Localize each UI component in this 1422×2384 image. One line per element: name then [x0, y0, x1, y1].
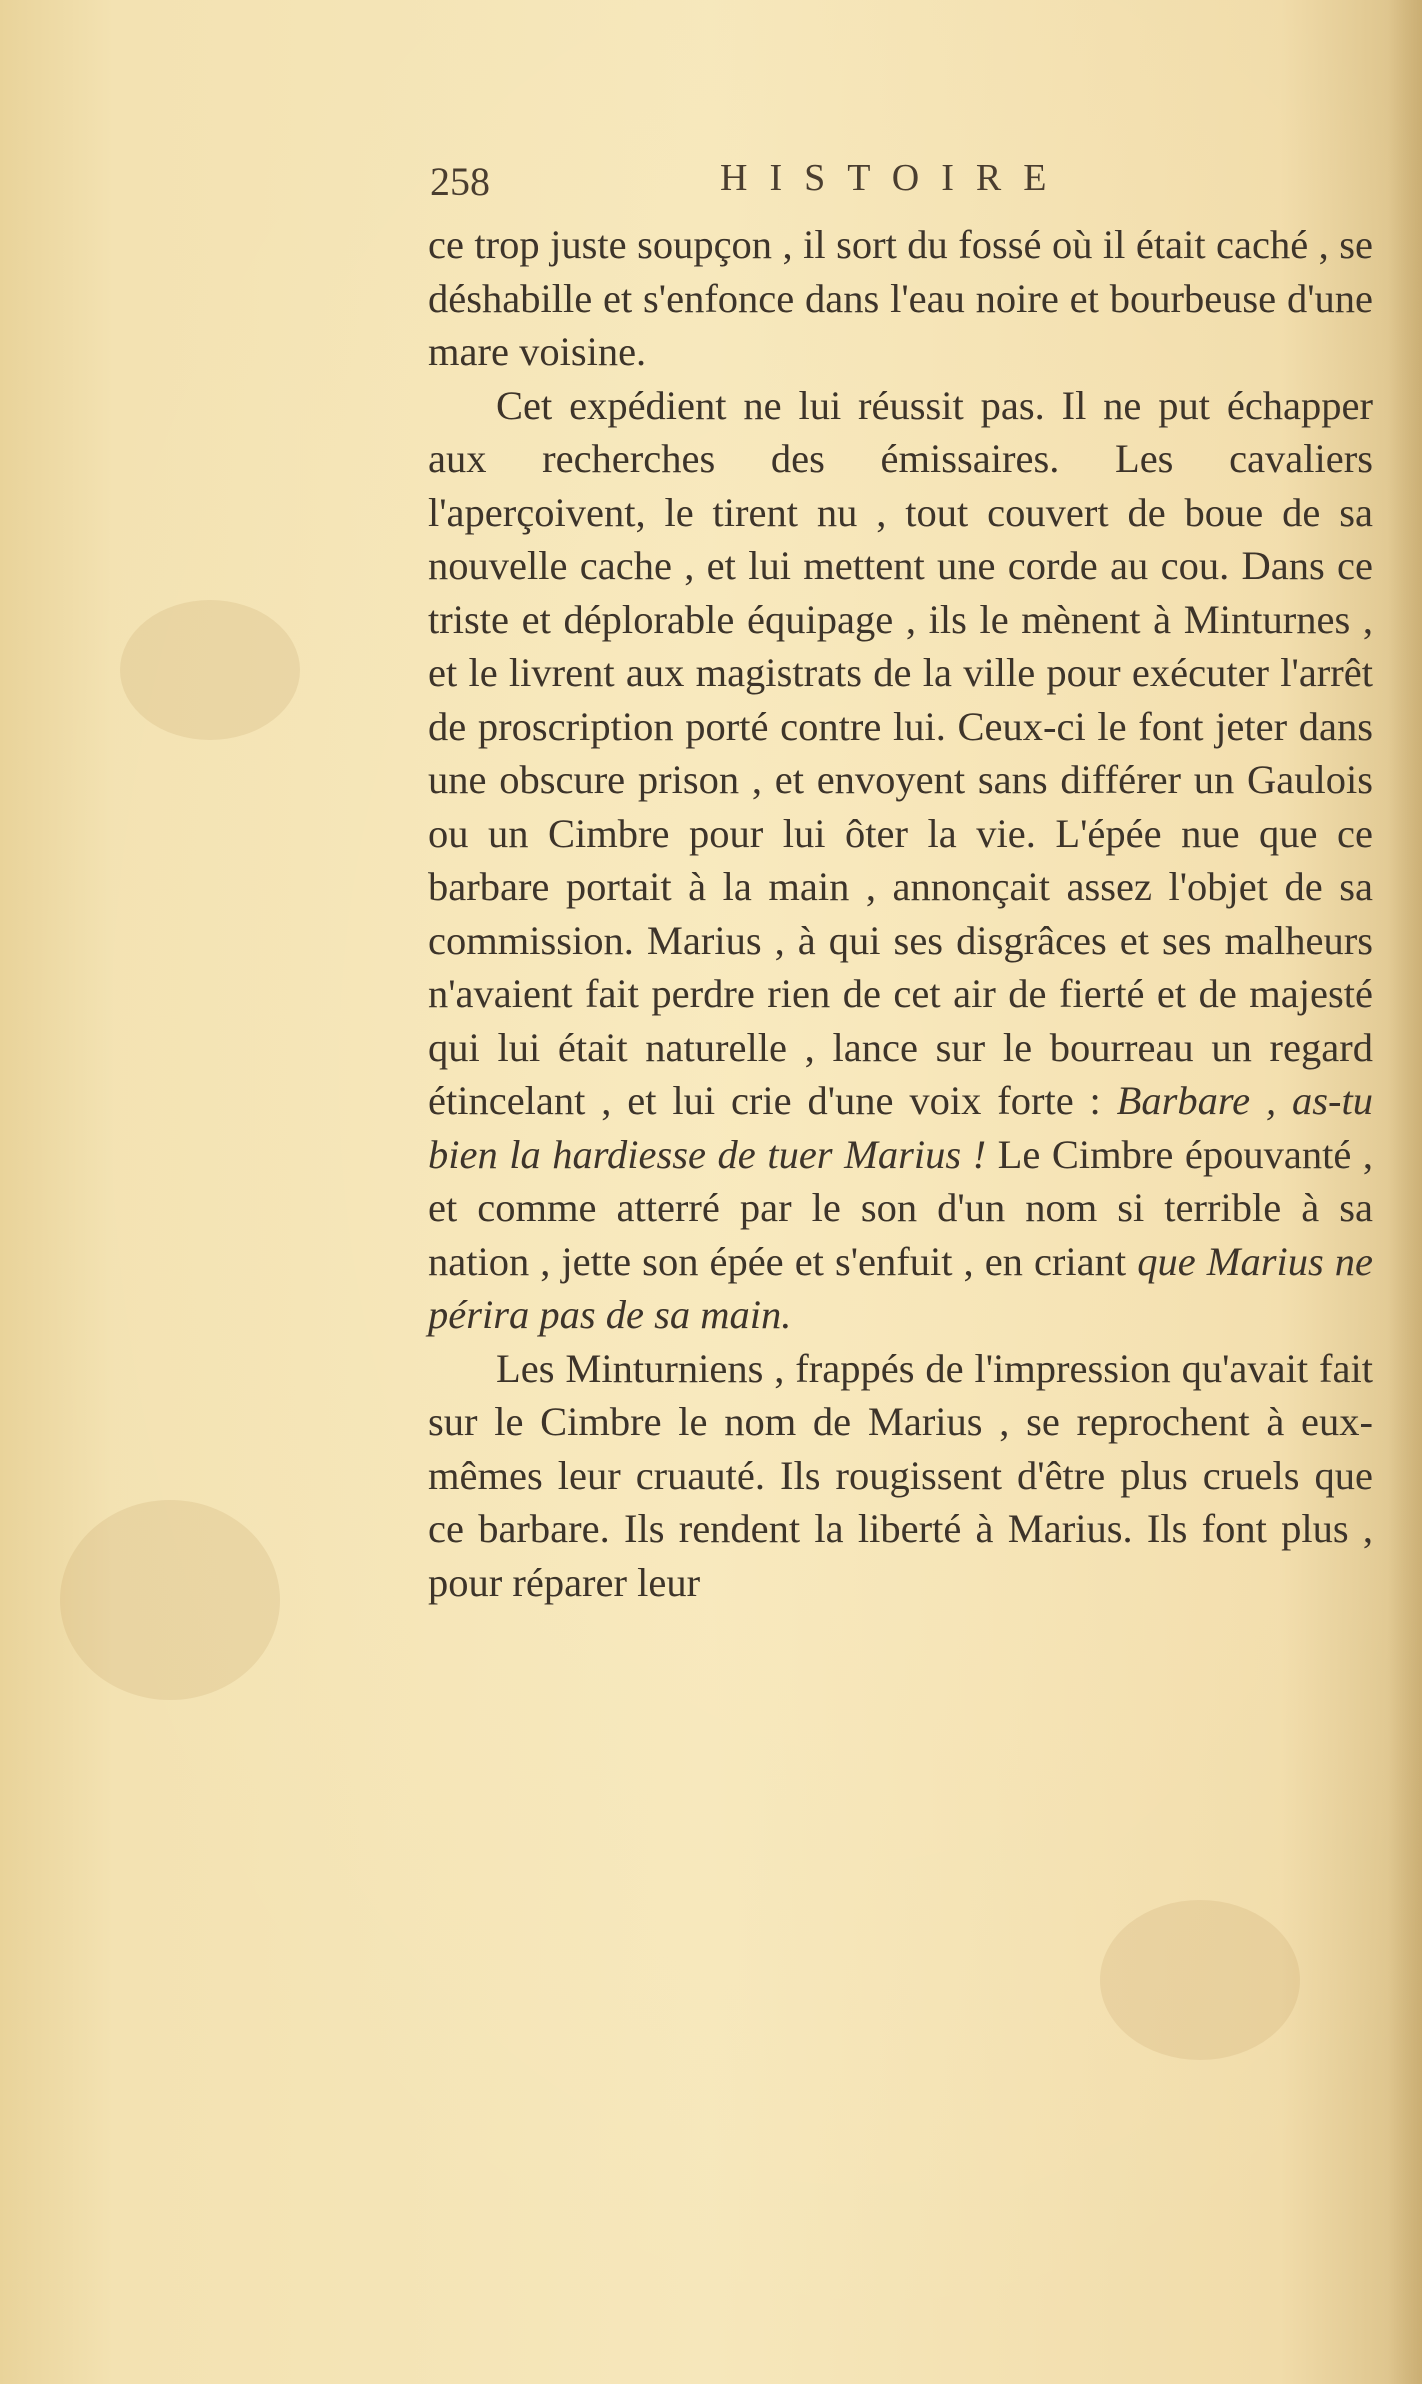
running-title: HISTOIRE — [720, 157, 1069, 199]
paragraph-minturniens: Les Minturniens , frappés de l'impression qu'avait fait sur le Cimbre le nom de Marius , se reprochent à eux-mêmes leur cruauté. Ils rougissent d'être plus cruels que ce barbare. Ils rendent la liberté à Marius. Ils font plus , pour réparer leur — [428, 1345, 1373, 1605]
body-text — [428, 218, 1373, 1609]
paper-stain — [120, 600, 300, 740]
paper-stain — [60, 1500, 280, 1700]
running-head — [430, 148, 1190, 208]
page-gutter-shadow — [1388, 0, 1422, 2384]
paragraph-marius-prison — [428, 379, 1373, 1342]
italic-quote: Barbare , as-tu bien la hardiesse de tuer Marius ! — [428, 1078, 1373, 1177]
page-number: 258 — [430, 159, 490, 204]
paragraph-continuation: ce trop juste soupçon , il sort du fossé où il était caché , se déshabille et s'enfonce dans l'eau noire et bourbeuse d'une mare voisine. — [428, 222, 1373, 374]
paper-stain — [1100, 1900, 1300, 2060]
paragraph-text: Le Cimbre épouvanté , et comme atterré par le son d'un nom si terrible à sa nation , jette son épée et s'enfuit , en criant — [428, 1131, 1373, 1284]
italic-quote: que Marius ne périra pas de sa main. — [428, 1238, 1373, 1337]
paragraph-text: Cet expédient ne lui réussit pas. Il ne put échapper aux recherches des émissaires. Les cavaliers l'aperçoivent, le tirent nu , tout couvert de boue de sa nouvelle cache , et lui mettent une corde au cou. Dans ce triste et déplorable équipage , ils le mènent à Minturnes , et le livrent aux magistrats de la ville pour exécuter l'arrêt de proscription porté contre lui. Ceux-ci le font jeter dans une obscure prison , et envoyent sans différer un Gaulois ou un Cimbre pour lui ôter la vie. L'épée nue que ce barbare portait à la main , annonçait assez l'objet de sa commission. Marius , à qui ses disgrâces et ses malheurs n'avaient fait perdre rien de cet air de fierté et de majesté qui lui était naturelle , lance sur le bourreau un regard étincelant , et lui crie d'une voix forte : — [428, 382, 1373, 1123]
